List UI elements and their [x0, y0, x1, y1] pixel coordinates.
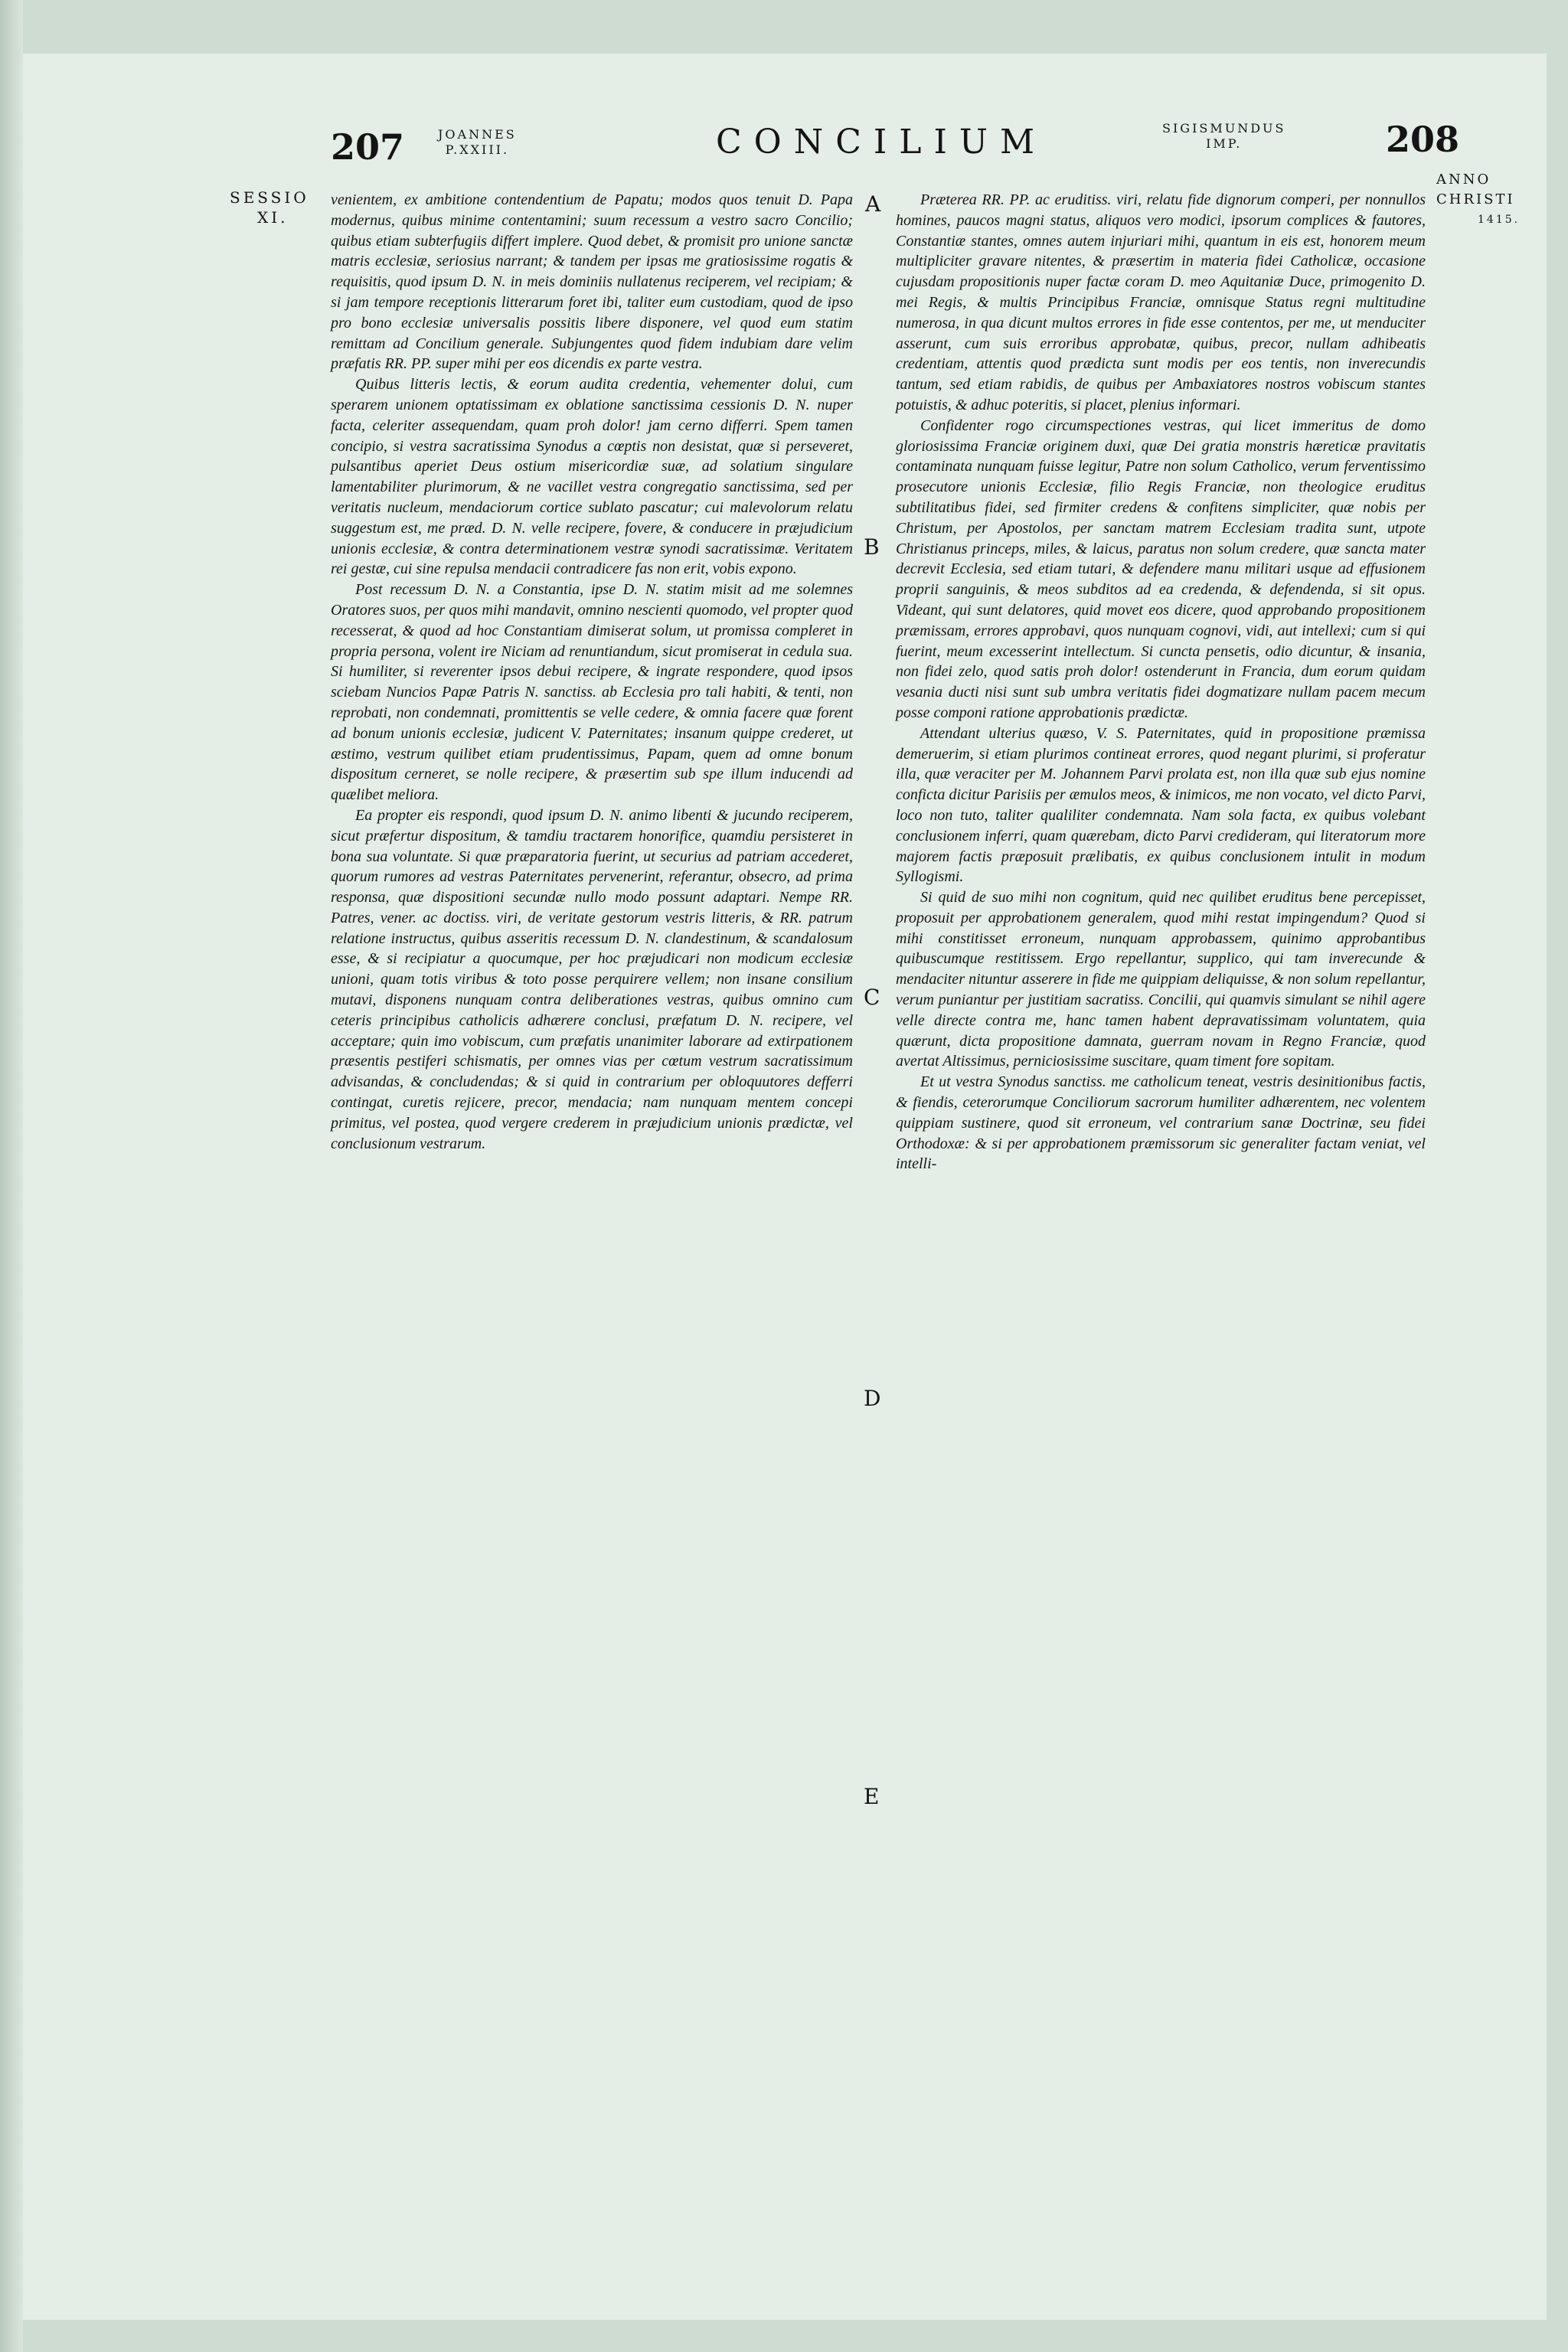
- left-paragraph-1: venientem, ex ambitione contendentium de Papatu; modos quos tenuit D. Papa modernus, quibus minime contentamini; suum recessum a vestro sacro Concilio; quibus etiam subterfugiis differt implere. Quod debet, & promisit pro unione sanctæ matris ecclesiæ, seriosius narrant; & tandem per ipsas me gratiosissime rogatis & requisitis, quod ipsum D. N. in meis dominiis nullatenus reciperem, vel recipiam; & si jam tempore receptionis litterarum foret ibi, taliter eum custodiam, quod de ipso pro bono ecclesiæ universalis possitis libere disponere, vel quod eum statim remittam ad Concilium generale. Subjungentes quod fidem indubiam dare velim præfatis RR. PP. super mihi per eos dicendis ex parte vestra.: [331, 191, 853, 373]
- right-paragraph-2: Confidenter rogo circumspectiones vestras, qui licet immeritus de domo gloriosissima Franciæ originem duxi, quæ Dei gratia monstris hæreticæ pravitatis contaminata nunquam fuisse legitur, Patre non solum Catholico, verum ferventissimo prosecutore unionis Ecclesiæ, filio Regis Franciæ, non theologice eruditus subtilitatibus fidei, sed firmiter credens & confitens simpliciter, quæ nobis per Christum, per Apostolos, per sanctam matrem Ecclesiam tradita sunt, utpote Christianus princeps, miles, & laicus, paratus non solum credere, quæ sancta mater decrevit Ecclesia, sed etiam tutari, & defendere manu militari usque ad effusionem proprii sanguinis, & meos subditos ad ea credenda, & defendenda, si sit opus. Videant, qui sunt delatores, quid movet eos dicere, quod approbando propositionem præmissam, errores approbavi, quos nunquam cognovi, vidi, aut intellexi; cum si qui fuerint, meum excesserint intellectum. Si cuncta pensetis, odio dicuntur, & insania, non fidei zelo, quod satis proh dolor! ostenderunt in Francia, dum eorum quidam vesania ducti nisi sunt sub umbra veritatis fidei dogmatizare nullam pacem mecum posse componi ratione approbationis prædictæ.: [896, 416, 1426, 721]
- right-page-number: 208: [1386, 119, 1460, 160]
- right-text-column: [896, 190, 1426, 1174]
- year-margin-note-line-1: ANNO: [1436, 172, 1491, 188]
- left-running-head-line-1: JOANNES: [438, 127, 517, 142]
- session-margin-note: [230, 188, 309, 227]
- page-gutter-shadow: [0, 0, 23, 2352]
- column-marker-b: B: [864, 534, 880, 560]
- left-page-number: 207: [331, 126, 405, 168]
- left-running-head-line-2: P.XXIII.: [445, 142, 510, 157]
- session-margin-note-line-2: XI.: [257, 208, 289, 227]
- left-paragraph-3: Post recessum D. N. a Constantia, ipse D. N. statim misit ad me solemnes Oratores suos, per quos mihi mandavit, omnino nescienti quomodo, vel propter quod recesserat, & quod ad hoc Constantiam dimiserat solum, ut promissa compleret in propria persona, volent ire Niciam ad renuntiandum, sicut promiserat in cedula sua. Si humiliter, si reverenter ipsos debui recipere, & ingrate respondere, quod ipsos sciebam Nuncios Papæ Patris N. sanctiss. ab Ecclesia pro tali habiti, & tenti, non reprobati, non condemnati, promittentis se velle cedere, & omnia facere quæ forent ad bonum unionis ecclesiæ, judicent V. Paternitates; insanum quippe crederet, ut æstimo, vestrum quilibet etiam prudentissimus, Papam, quem ad omne bonum dispositum cerneret, se nolle recipere, & præsertim sub spe illum inducendi ad quælibet meliora.: [331, 581, 853, 804]
- column-marker-d: D: [864, 1386, 881, 1411]
- year-margin-note: [1436, 170, 1520, 230]
- year-margin-note-line-2: CHRISTI: [1436, 191, 1515, 207]
- session-margin-note-line-1: SESSIO: [230, 188, 309, 207]
- column-marker-a: A: [865, 191, 881, 217]
- left-paragraph-2: Quibus litteris lectis, & eorum audita credentia, vehementer dolui, cum sperarem unionem optatissimam ex oblatione sanctissima cessionis D. N. nuper facta, celeriter assequendam, quam proh dolor! jam cerno differri. Spem tamen concipio, si vestra sacratissima Synodus a cœptis non desistat, quæ si perseveret, pulsantibus aperiet Deus ostium misericordiæ suæ, ad solatium singulare lamentabiliter plurimorum, & ne vacillet vestra congregatio sanctissima, sed per veritatis nucleum, mendaciorum cortice sublato pascatur; cui malevolorum relatu suggestum est, me præd. D. N. velle recipere, fovere, & conducere in præjudicium unionis ecclesiæ, & contra determinationem vestræ synodi sacratissimæ. Veritatem rei gestæ, cui sine repulsa mendacii contradicere fas non erit, vobis expono.: [331, 376, 853, 578]
- right-paragraph-1: Præterea RR. PP. ac eruditiss. viri, relatu fide dignorum comperi, per nonnullos homines, paucos magni status, aliquos vero modici, ipsorum complices & fautores, Constantiæ stantes, omnes autem injuriari mihi, quantum in eis est, honorem meum multipliciter gravare nitentes, & præsertim in materia fidei Catholicæ, occasione cujusdam propositionis nuper factæ coram D. meo Aquitaniæ Duce, primogenito D. mei Regis, & multis Principibus Franciæ, omnisque Status regni multitudine numerosa, in qua dicunt multos errores in fide esse contentos, per me, ut menduciter asserunt, cum suis erroribus approbatæ, quibus, precor, nullam adhibeatis credentiam, attentis quod prædicta sunt modis per eos tentis, non inverecundis tantum, sed etiam rabidis, de quibus per Ambaxiatores nostros vobiscum stantes potuistis, & adhuc poteritis, si placet, plenius informari.: [896, 191, 1426, 413]
- page-title: CONCILIUM: [716, 122, 1047, 162]
- left-text-column: [331, 190, 853, 1154]
- right-running-head-line-1: SIGISMUNDUS: [1162, 121, 1286, 136]
- right-running-head-line-2: IMP.: [1206, 136, 1243, 151]
- right-paragraph-4: Si quid de suo mihi non cognitum, quid nec quilibet eruditus bene percepisset, proposuit per approbationem generalem, quod mihi restat impingendum? Quod si mihi constitisset erroneum, nunquam approbassem, quinimo approbantibus quibuscumque restitissem. Ergo repellantur, supplico, qui tam inverecunde & mendaciter nituntur asserere in fide me quippiam deliquisse, & non solum repellantur, verum puniantur per justitiam sacratiss. Concilii, qui quamvis simulant se nihil agere velle directe contra me, hanc tamen habent depravatissimam voluntatem, quia quærunt, dicta propositione damnata, guerram novam in Regno Franciæ, quod avertat Altissimus, perniciosissime suscitare, quam timent fore sopitam.: [896, 889, 1426, 1070]
- right-running-head: [1162, 121, 1285, 152]
- column-marker-e: E: [864, 1784, 880, 1809]
- left-paragraph-4: Ea propter eis respondi, quod ipsum D. N. animo libenti & jucundo reciperem, sicut præfertur dispositum, & tamdiu tractarem honorifice, quamdiu persisteret in bona sua voluntate. Si quæ præparatoria fuerint, ut securius ad patriam accederet, quorum rumores ad vestras Paternitates pervenerint, referantur, obsecro, ad prima responsa, quæ dispositioni secundæ nullo modo possunt adaptari. Nempe RR. Patres, vener. ac doctiss. viri, de veritate gestorum vestris litteris, & RR. patrum relatione instructus, quibus asseritis recessum D. N. clandestinum, & scandalosum esse, & si recipiatur a quocumque, per hoc præjudicari non modicum ecclesiæ unioni, quam totis viribus & toto posse perquirere vellem; non insane consilium mutavi, disponens nunquam contra deliberationes vestras, quibus omnino cum ceteris principibus catholicis adhærere conclusi, præfatum D. N. recipere, vel acceptare; quin imo vobiscum, cum præfatis unanimiter laborare ad extirpationem præsentis pestiferi schismatis, per omnes vias per cœtum vestrum sacratissimum advisandas, & concludendas; & si quid in contrarium per obloquutores defferri contingat, curetis rejicere, precor, mendacia; nam nunquam mentem concepi primitus, vel postea, quod vergere crederem in præjudicium unionis prædictæ, vel conclusionum vestrarum.: [331, 806, 853, 1152]
- year-margin-note-line-3: 1415.: [1478, 214, 1521, 226]
- right-paragraph-5: Et ut vestra Synodus sanctiss. me catholicum teneat, vestris desinitionibus factis, & fiendis, ceterorumque Conciliorum sacrorum humiliter adhærentem, nec volentem quippiam sustinere, quod sit erroneum, vel contrarium sanæ Doctrinæ, seu fidei Orthodoxæ: & si per approbationem præmissorum sic generaliter factam veniat, vel intelli-: [896, 1073, 1426, 1173]
- column-marker-c: C: [864, 985, 880, 1010]
- right-paragraph-3: Attendant ulterius quæso, V. S. Paternitates, quid in propositione præmissa demeruerim, si etiam plurimos contineat errores, quod negant plurimi, si proferatur illa, quæ veraciter per M. Johannem Parvi prolata est, non illa quæ sub ejus nomine conficta dicitur Parisiis per æmulos meos, & inimicos, me non vocato, vel dicto Parvi, loco non tuto, taliter qualiliter condemnata. Nam sola facta, ex quibus volebant conclusionem inferri, quam quærebam, dicto Parvi credideram, qui literatorum more majorem factis præposuit prælibatis, ex quibus conclusionem intulit in modum Syllogismi.: [896, 724, 1426, 886]
- left-running-head: [438, 127, 517, 158]
